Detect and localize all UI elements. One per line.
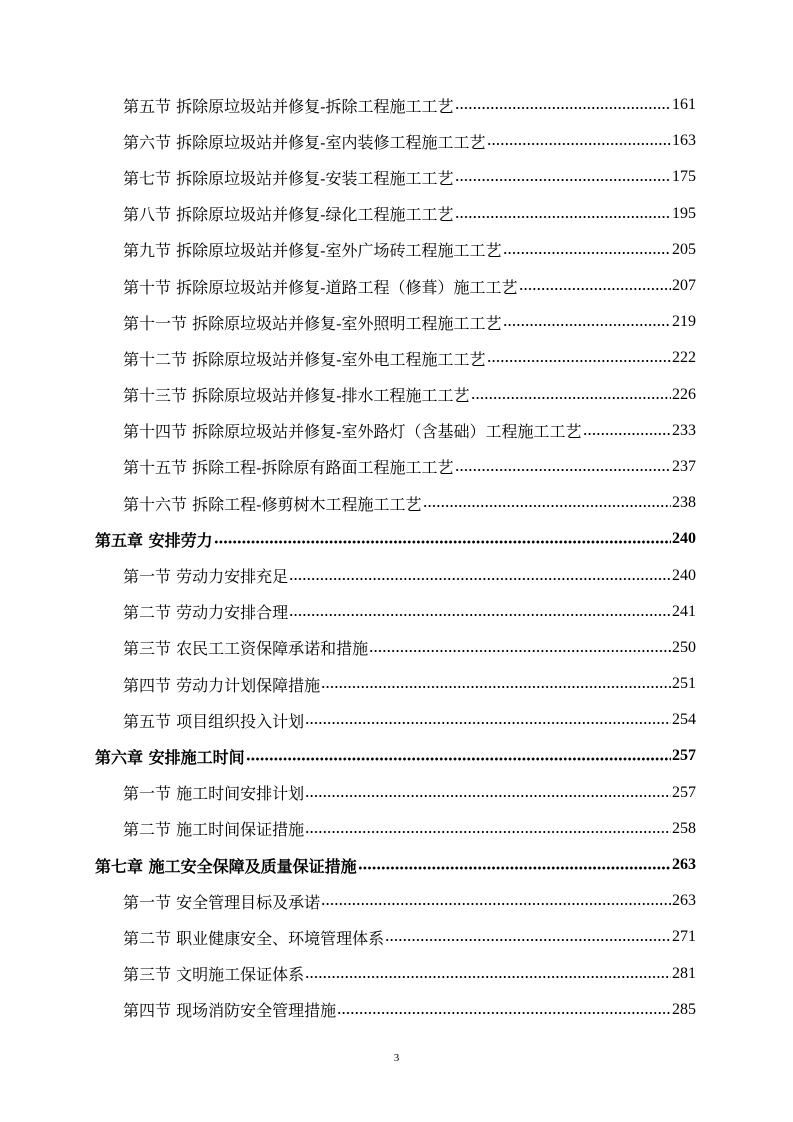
toc-chapter-page: 263 (672, 856, 696, 874)
toc-entry-title: 第三节 文明施工保证体系 (123, 965, 305, 985)
toc-chapter-title: 第七章 施工安全保障及质量保证措施 (95, 856, 357, 876)
toc-entry[interactable] (0, 268, 793, 304)
toc-dot-leader (385, 932, 671, 948)
toc-entry-title: 第一节 劳动力安排充足 (123, 567, 289, 587)
page-number: 3 (393, 1052, 400, 1064)
toc-entry[interactable] (0, 775, 793, 811)
toc-entry-page: 258 (672, 819, 696, 837)
toc-entry-title: 第十五节 拆除工程-拆除原有路面工程施工工艺 (123, 458, 454, 478)
toc-chapter-entry[interactable] (0, 521, 793, 557)
toc-entry[interactable] (0, 919, 793, 955)
toc-entry-page: 233 (672, 421, 696, 439)
toc-entry-title: 第十节 拆除原垃圾站并修复-道路工程（修葺）施工工艺 (123, 277, 518, 297)
toc-dot-leader (471, 390, 672, 406)
toc-entry-page: 226 (672, 385, 696, 403)
toc-dot-leader (305, 788, 671, 804)
toc-dot-leader (487, 136, 672, 152)
toc-chapter-title: 第五章 安排劳力 (95, 530, 213, 550)
toc-entry-title: 第三节 农民工工资保障承诺和措施 (123, 639, 369, 659)
toc-entry-title: 第十四节 拆除原垃圾站并修复-室外路灯（含基础）工程施工工艺 (123, 422, 582, 442)
toc-dot-leader (337, 1005, 671, 1021)
toc-entry-page: 281 (672, 964, 696, 982)
toc-entry[interactable] (0, 159, 793, 195)
toc-entry-title: 第八节 拆除原垃圾站并修复-绿化工程施工工艺 (123, 205, 454, 225)
toc-entry-page: 163 (672, 132, 696, 150)
toc-entry[interactable] (0, 811, 793, 847)
toc-entry[interactable] (0, 449, 793, 485)
toc-entry-title: 第四节 劳动力计划保障措施 (123, 675, 321, 695)
toc-entry-title: 第一节 安全管理目标及承诺 (123, 892, 321, 912)
toc-entry[interactable] (0, 992, 793, 1028)
toc-entry-page: 271 (672, 928, 696, 946)
toc-entry-title: 第九节 拆除原垃圾站并修复-室外广场砖工程施工工艺 (123, 241, 502, 261)
toc-entry[interactable] (0, 594, 793, 630)
toc-entry-title: 第二节 劳动力安排合理 (123, 603, 289, 623)
toc-dot-leader (369, 643, 671, 659)
toc-dot-leader (455, 100, 672, 116)
toc-dot-leader (487, 353, 672, 369)
toc-entry-page: 219 (672, 313, 696, 331)
table-of-contents (0, 87, 793, 1028)
toc-dot-leader (583, 426, 672, 442)
toc-dot-leader (519, 281, 672, 297)
toc-entry[interactable] (0, 413, 793, 449)
toc-dot-leader (321, 679, 671, 695)
toc-entry-page: 175 (672, 168, 696, 186)
toc-entry-page: 285 (672, 1000, 696, 1018)
toc-chapter-entry[interactable] (0, 847, 793, 883)
toc-entry-page: 161 (672, 96, 696, 114)
toc-entry[interactable] (0, 485, 793, 521)
toc-entry-page: 257 (672, 783, 696, 801)
toc-entry-title: 第二节 施工时间保证措施 (123, 820, 305, 840)
toc-entry-title: 第四节 现场消防安全管理措施 (123, 1001, 337, 1021)
toc-dot-leader (455, 462, 672, 478)
toc-entry-title: 第十三节 拆除原垃圾站并修复-排水工程施工工艺 (123, 386, 470, 406)
toc-entry-title: 第十一节 拆除原垃圾站并修复-室外照明工程施工工艺 (123, 313, 502, 333)
toc-entry[interactable] (0, 956, 793, 992)
toc-chapter-page: 257 (672, 747, 696, 765)
toc-dot-leader (503, 317, 672, 333)
toc-entry[interactable] (0, 557, 793, 593)
toc-entry-page: 238 (672, 494, 696, 512)
toc-entry-title: 第七节 拆除原垃圾站并修复-安装工程施工工艺 (123, 168, 454, 188)
toc-dot-leader (289, 607, 671, 623)
toc-chapter-title: 第六章 安排施工时间 (95, 747, 245, 767)
toc-entry-page: 241 (672, 602, 696, 620)
toc-entry-page: 195 (672, 204, 696, 222)
toc-entry[interactable] (0, 883, 793, 919)
toc-dot-leader (305, 715, 671, 731)
toc-entry-page: 263 (672, 892, 696, 910)
toc-entry-title: 第五节 项目组织投入计划 (123, 711, 305, 731)
toc-chapter-entry[interactable] (0, 738, 793, 774)
toc-entry-page: 251 (672, 675, 696, 693)
toc-dot-leader (289, 571, 671, 587)
toc-entry-title: 第一节 施工时间安排计划 (123, 784, 305, 804)
toc-entry-title: 第十六节 拆除工程-修剪树木工程施工工艺 (123, 494, 422, 514)
toc-dot-leader (305, 824, 671, 840)
toc-entry-title: 第五节 拆除原垃圾站并修复-拆除工程施工工艺 (123, 96, 454, 116)
toc-entry[interactable] (0, 196, 793, 232)
toc-dot-leader (246, 751, 671, 767)
toc-entry[interactable] (0, 87, 793, 123)
toc-entry-page: 254 (672, 711, 696, 729)
toc-entry[interactable] (0, 666, 793, 702)
toc-entry[interactable] (0, 340, 793, 376)
toc-entry-title: 第六节 拆除原垃圾站并修复-室内装修工程施工工艺 (123, 132, 486, 152)
toc-dot-leader (455, 172, 672, 188)
toc-dot-leader (214, 534, 671, 550)
toc-entry-page: 207 (672, 277, 696, 295)
toc-dot-leader (305, 969, 671, 985)
toc-entry[interactable] (0, 702, 793, 738)
toc-entry[interactable] (0, 304, 793, 340)
toc-dot-leader (423, 498, 672, 514)
toc-entry-title: 第二节 职业健康安全、环境管理体系 (123, 928, 385, 948)
toc-entry[interactable] (0, 377, 793, 413)
toc-dot-leader (358, 860, 671, 876)
toc-dot-leader (503, 245, 672, 261)
toc-dot-leader (321, 896, 671, 912)
toc-chapter-page: 240 (672, 530, 696, 548)
toc-entry-page: 205 (672, 240, 696, 258)
toc-entry-page: 240 (672, 566, 696, 584)
toc-entry-page: 222 (672, 349, 696, 367)
toc-dot-leader (455, 209, 672, 225)
toc-entry[interactable] (0, 232, 793, 268)
toc-entry[interactable] (0, 630, 793, 666)
toc-entry-page: 250 (672, 638, 696, 656)
toc-entry-title: 第十二节 拆除原垃圾站并修复-室外电工程施工工艺 (123, 349, 486, 369)
toc-entry-page: 237 (672, 457, 696, 475)
toc-entry[interactable] (0, 123, 793, 159)
